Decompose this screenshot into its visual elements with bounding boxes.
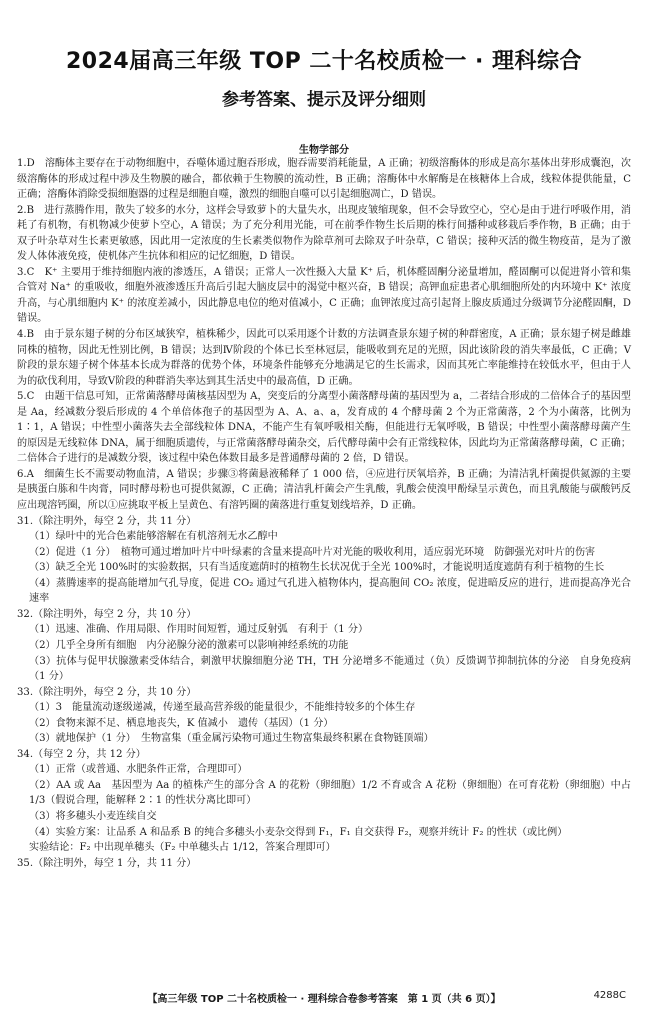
page-subtitle: 参考答案、提示及评分细则 (222, 90, 426, 110)
answer-q32-item: （3）抗体与促甲状腺激素受体结合，刺激甲状腺细胞分泌 TH，TH 分泌增多不能通过（负）反馈调节抑制抗体的分泌 自身免疫病（1 分） (29, 655, 631, 683)
answer-q32-item: （2）几乎全身所有细胞 内分泌腺分泌的激素可以影响神经系统的功能 (29, 639, 349, 651)
answer-q31-head: 31.（除注明外，每空 2 分，共 11 分） (17, 515, 197, 527)
answer-q31-item: （1）绿叶中的光合色素能够溶解在有机溶剂无水乙醇中 (29, 531, 278, 543)
page-title: 2024届高三年级 TOP 二十名校质检一 · 理科综合 (65, 49, 583, 74)
answer-q34-head: 34.（每空 2 分，共 12 分） (17, 748, 146, 760)
answer-q35-head: 35.（除注明外，每空 1 分，共 11 分） (17, 857, 197, 869)
answer-q34-item: （3）将多穗头小麦连续自交 (29, 810, 157, 822)
answer-q31-item: （3）缺乏全光 100%时的实验数据，只有当适度遮荫时的植物生长状况优于全光 100%时，才能说明适度遮荫有利于植物的生长 (29, 562, 605, 574)
answer-q31-item: （4）蒸腾速率的提高能增加气孔导度，促进 CO₂ 通过气孔进入植物体内，提高胞间 CO₂ 浓度，促进暗反应的进行，进而提高净光合速率 (29, 577, 631, 605)
answer-q33-head: 33.（除注明外，每空 2 分，共 10 分） (17, 686, 197, 698)
document-code: 4288C (593, 990, 626, 1001)
answer-q33-item: （1）3 能量流动逐级递减，传递至最高营养级的能量很少，不能维持较多的个体生存 (29, 702, 416, 714)
answer-q4: 4.B 由于景东翅子树的分布区域狭窄，植株稀少，因此可以采用逐个计数的方法调查景东翅子树的种群密度，A 正确；景东翅子树是雌雄同株的植物，因此无性别比例，B 错误；达到Ⅳ阶段的个体已长至林冠层，能吸收到充足的光照，因此该阶段的消失率最低，C 正确；Ⅴ阶段的景东翅子树个体基本长成为群落的优势个体，环境条件能够充分地满足它的生长需求，因而其死亡率能维持在较低水平，但由于人为的砍伐利用，导致Ⅴ阶段的种群消失率达到其生活史中的最高值，D 正确。 (17, 329, 631, 387)
section-title: 生物学部分 (299, 145, 349, 156)
answer-q2: 2.B 进行蒸腾作用，散失了较多的水分，这样会导致萝卜的大量失水，出现皮皱缩现象，但不会导致空心，空心是由于进行呼吸作用，消耗了有机物，有机物减少使萝卜空心，A 错误；为了充分利用光能，可在前季作物生长后期的株行间播种或移栽后季作物，B 正确；由于双子叶杂草对生长素更敏感，因此用一定浓度的生长素类似物作为除草剂可去除双子叶杂草，C 错误；接种灭活的微生物疫苗，是为了激发人体体液免疫，使机体产生抗体和相应的记忆细胞，D 错误。 (17, 204, 631, 263)
answer-q32-item: （1）迅速、准确、作用局限、作用时间短暂，通过反射弧 有利于（1 分） (29, 624, 369, 636)
page-footer: 【高三年级 TOP 二十名校质检一 · 理科综合卷参考答案 第 1 页（共 6 页）】 (147, 994, 501, 1005)
answer-q33-item: （3）就地保护（1 分） 生物富集（重金属污染物可通过生物富集最终积累在食物链顶端） (29, 733, 434, 745)
answer-q34-item: （1）正常（或普通、水肥条件正常，合理即可） (29, 764, 248, 776)
answer-q3: 3.C K⁺ 主要用于维持细胞内液的渗透压，A 错误；正常人一次性摄入大量 K⁺ 后，机体醛固酮分泌量增加，醛固酮可以促进肾小管和集合管对 Na⁺ 的重吸收，细胞外液渗透压升高后引起大脑皮层中的渴觉中枢兴奋，B 错误；高钾血症患者心肌细胞所处的内环境中 K⁺ 浓度升高，与心肌细胞内 K⁺ 的浓度差减小，因此静息电位的绝对值减小，C 正确；血钾浓度过高引起肾上腺皮质通过分级调节分泌醛固酮，D 错误。 (17, 266, 631, 325)
answer-q6: 6.A 细菌生长不需要动物血清，A 错误；步骤③将菌悬液稀释了 1 000 倍，④应进行厌氧培养，B 正确；为清洁乳杆菌提供氮源的主要是胰蛋白胨和牛肉膏，同时酵母粉也可提供氮源，C 正确；清洁乳杆菌会产生乳酸，乳酸会使溴甲酚绿呈示黄色，而且乳酸能与碳酸钙反应出现溶钙圈，所以①应挑取平板上呈黄色、有溶钙圈的菌落进行重复划线培养，D 正确。 (17, 468, 631, 512)
answer-content (17, 156, 631, 871)
answer-q32-head: 32.（除注明外，每空 2 分，共 10 分） (17, 608, 197, 620)
answer-q34-conclusion: 实验结论：F₂ 中出现单穗头（F₂ 中单穗头占 1/12，答案合理即可） (29, 842, 336, 854)
answer-q1: 1.D 溶酶体主要存在于动物细胞中，吞噬体通过胞吞形成，胞吞需要消耗能量，A 正确；初级溶酶体的形成是高尔基体出芽形成囊泡，次级溶酶体的形成过程中涉及生物膜的融合，都依赖于生物膜的流动性，B 正确；溶酶体中水解酶是在核糖体上合成，线粒体提供能量，C 正确；溶酶体消除受损细胞器的过程是细胞自噬，激烈的细胞自噬可以引起细胞凋亡，D 错误。 (17, 158, 631, 201)
answer-q34-item: （2）AA 或 Aa 基因型为 Aa 的植株产生的部分含 A 的花粉（卵细胞）1/2 不育或含 A 花粉（卵细胞）在可育花粉（卵细胞）中占 1/3（假说合理，能解释 2∶1 的性状分离比即可） (29, 779, 631, 807)
answer-q5: 5.C 由题干信息可知，正常菌落酵母菌核基因型为 A，突变后的分离型小菌落酵母菌的基因型为 a，二者结合形成的二倍体合子的基因型是 Aa，经减数分裂后形成的 4 个单倍体孢子的基因型为 A、A、a、a，发育成的 4 个酵母菌 2 个为正常菌落，2 个为小菌落，比例为 1∶1，A 错误；中性型小菌落失去全部线粒体 DNA，不能产生有氧呼吸相关酶，但能进行无氧呼吸，B 错误；中性型小菌落酵母菌产生的原因是无线粒体 DNA，属于细胞质遗传，与正常菌落酵母菌杂交，后代酵母菌中会有正常线粒体，因此均为正常菌落酵母菌，C 正确；二倍体合子进行的是减数分裂，该过程中染色体数目最多是普通酵母菌的 2 倍，D 错误。 (17, 391, 631, 465)
answer-q31-item: （2）促进（1 分） 植物可通过增加叶片中叶绿素的含量来提高叶片对光能的吸收利用，适应弱光环境 防御强光对叶片的伤害 (29, 546, 596, 558)
answer-q34-item: （4）实验方案：让品系 A 和品系 B 的纯合多穗头小麦杂交得到 F₁，F₁ 自交获得 F₂，观察并统计 F₂ 的性状（或比例） (29, 826, 568, 838)
answer-q33-item: （2）食物来源不足、栖息地丧失，K 值减小 遗传（基因）（1 分） (29, 717, 334, 729)
